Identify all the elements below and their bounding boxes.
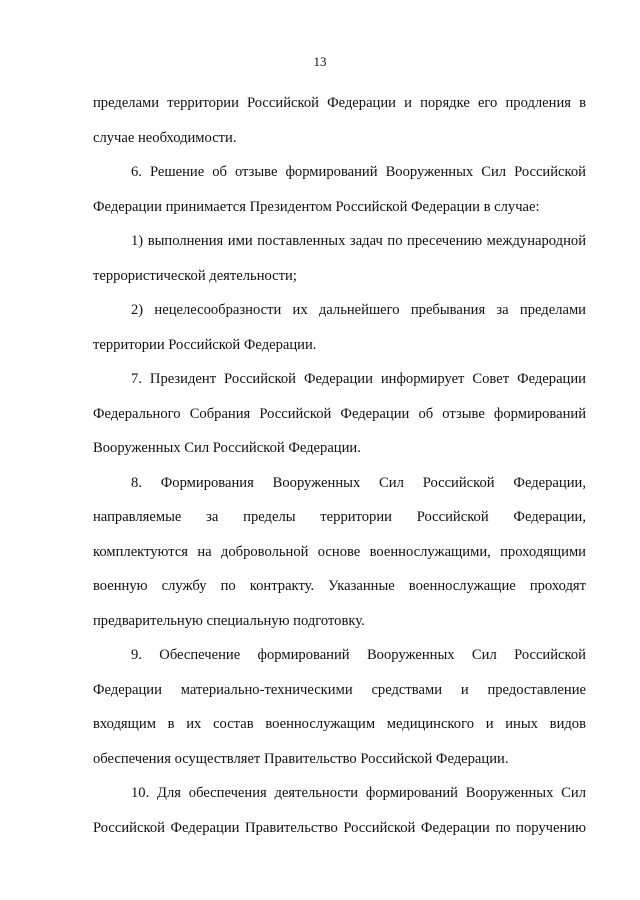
text-line: направляемые за пределы территории Российской Федерации, bbox=[93, 509, 586, 525]
text-line: военную службу по контракту. Указанные военнослужащие проходят bbox=[93, 578, 586, 594]
text-line: Федерального Собрания Российской Федерации об отзыве формирований bbox=[93, 405, 586, 422]
text-line: Федерации принимается Президентом Российской Федерации в случае: bbox=[93, 198, 540, 215]
paragraph-6-item-1 bbox=[93, 224, 586, 293]
text-line: предварительную специальную подготовку. bbox=[93, 612, 365, 629]
text-line: 10. Для обеспечения деятельности формирований Вооруженных Сил bbox=[131, 785, 586, 801]
text-line: 6. Решение об отзыве формирований Вооруженных Сил Российской bbox=[131, 164, 586, 180]
text-line: Вооруженных Сил Российской Федерации. bbox=[93, 440, 361, 456]
text-line: террористической деятельности; bbox=[93, 267, 297, 284]
paragraph-6 bbox=[93, 155, 586, 224]
text-line: Федерации материально-техническими средствами и предоставление bbox=[93, 681, 586, 698]
text-line: комплектуются на добровольной основе военнослужащими, проходящими bbox=[93, 543, 586, 560]
paragraph-9 bbox=[93, 638, 586, 776]
paragraph-10 bbox=[93, 776, 586, 845]
text-line: 9. Обеспечение формирований Вооруженных Сил Российской bbox=[131, 647, 586, 663]
text-line: пределами территории Российской Федерации и порядке его продления в bbox=[93, 95, 586, 111]
text-line: входящим в их состав военнослужащим медицинского и иных видов bbox=[93, 716, 586, 732]
text-line: 8. Формирования Вооруженных Сил Российской Федерации, bbox=[131, 474, 586, 491]
paragraph-continued bbox=[93, 86, 586, 155]
text-line: 7. Президент Российской Федерации информирует Совет Федерации bbox=[131, 371, 586, 387]
document-body bbox=[93, 86, 586, 845]
paragraph-7 bbox=[93, 362, 586, 466]
text-line: обеспечения осуществляет Правительство Российской Федерации. bbox=[93, 750, 509, 767]
page-number: 13 bbox=[313, 54, 327, 69]
text-line: 2) нецелесообразности их дальнейшего пребывания за пределами bbox=[131, 302, 586, 318]
text-line: случае необходимости. bbox=[93, 129, 237, 146]
text-line: территории Российской Федерации. bbox=[93, 336, 317, 353]
paragraph-8 bbox=[93, 466, 586, 639]
text-line: 1) выполнения ими поставленных задач по пресечению международной bbox=[131, 233, 586, 249]
paragraph-6-item-2 bbox=[93, 293, 586, 362]
text-line: Российской Федерации Правительство Российской Федерации по поручению bbox=[93, 819, 586, 836]
